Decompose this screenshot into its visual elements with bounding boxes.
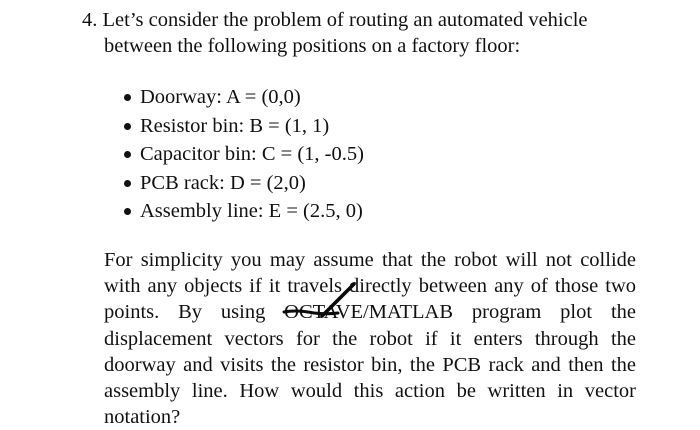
instructions-paragraph: [104, 247, 636, 430]
position-label: Assembly line: E = (2.5, 0): [140, 200, 363, 222]
question-number: 4.: [82, 9, 98, 31]
paragraph-line: assembly line. How would this action be written in vector: [104, 379, 636, 402]
paragraph-line: doorway and visits the resistor bin, the PCB rack and then the: [104, 353, 636, 376]
bullet-dot-icon: [124, 151, 131, 158]
position-resistor-bin: [124, 112, 364, 141]
bullet-dot-icon: [124, 123, 131, 130]
question-intro-line-1: Let’s consider the problem of routing an automated vehicle: [102, 9, 588, 31]
position-pcb-rack: [124, 169, 364, 198]
paragraph-line: displacement vectors for the robot if it enters through the: [104, 327, 636, 350]
paragraph-line: For simplicity you may assume that the robot will not collide: [104, 249, 636, 271]
bullet-dot-icon: [124, 94, 131, 101]
question-line-2: between the following positions on a factory floor:: [104, 35, 521, 57]
position-doorway: [124, 83, 364, 112]
bullet-dot-icon: [124, 208, 131, 215]
position-capacitor-bin: [124, 140, 364, 169]
paragraph-line: notation?: [104, 406, 181, 429]
position-label: Doorway: A = (0,0): [140, 86, 301, 108]
position-label: Resistor bin: B = (1, 1): [140, 114, 330, 137]
position-label: PCB rack: D = (2,0): [140, 171, 306, 194]
question-line-1: [82, 8, 588, 32]
position-assembly-line: [124, 197, 364, 226]
paragraph-line: points. By using OCTAVE/MATLAB program plot the: [104, 301, 636, 324]
paragraph-line: with any objects if it travels directly between any of those two: [104, 275, 636, 298]
position-label: Capacitor bin: C = (1, -0.5): [140, 143, 364, 165]
positions-list: [124, 83, 364, 226]
bullet-dot-icon: [124, 180, 131, 187]
